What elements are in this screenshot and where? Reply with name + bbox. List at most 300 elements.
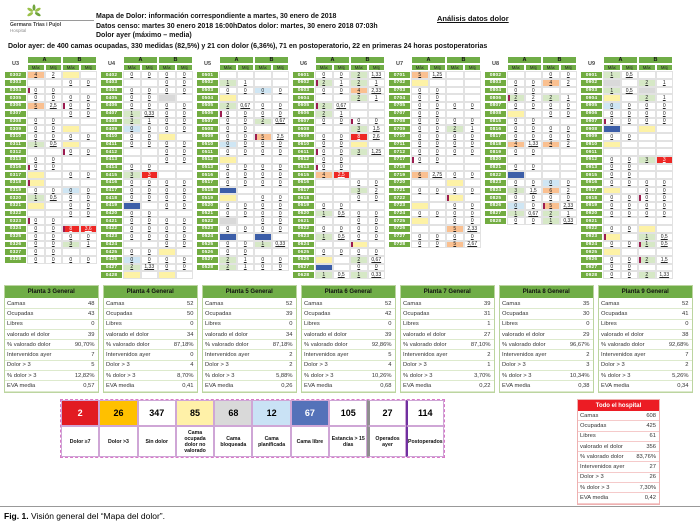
pain-value-cell[interactable] <box>603 156 621 164</box>
pain-value-cell[interactable] <box>62 210 80 218</box>
pain-value-cell[interactable] <box>254 225 272 233</box>
pain-value-cell[interactable] <box>45 141 63 149</box>
pain-value-cell[interactable] <box>429 156 447 164</box>
pain-value-cell[interactable] <box>350 225 368 233</box>
pain-value-cell[interactable] <box>237 102 255 110</box>
pain-value-cell[interactable] <box>272 194 290 202</box>
pain-value-cell[interactable] <box>27 87 45 95</box>
pain-value-cell[interactable] <box>237 133 255 141</box>
pain-value-cell[interactable] <box>350 210 368 218</box>
pain-value-cell[interactable] <box>638 202 656 210</box>
pain-value-cell[interactable] <box>45 156 63 164</box>
pain-value-cell[interactable] <box>219 202 237 210</box>
pain-value-cell[interactable] <box>560 194 578 202</box>
pain-value-cell[interactable] <box>272 118 290 126</box>
pain-value-cell[interactable] <box>219 102 237 110</box>
pain-value-cell[interactable] <box>638 241 656 249</box>
pain-value-cell[interactable] <box>603 118 621 126</box>
pain-value-cell[interactable] <box>62 171 80 179</box>
pain-value-cell[interactable] <box>237 141 255 149</box>
pain-value-cell[interactable] <box>123 110 141 118</box>
pain-value-cell[interactable] <box>656 102 674 110</box>
pain-value-cell[interactable] <box>525 194 543 202</box>
pain-value-cell[interactable] <box>542 110 560 118</box>
pain-value-cell[interactable] <box>254 241 272 249</box>
pain-value-cell[interactable] <box>603 71 621 79</box>
pain-value-cell[interactable] <box>560 133 578 141</box>
pain-value-cell[interactable] <box>368 79 386 87</box>
pain-value-cell[interactable] <box>507 102 525 110</box>
pain-value-cell[interactable] <box>333 202 351 210</box>
pain-value-cell[interactable] <box>237 148 255 156</box>
pain-value-cell[interactable] <box>158 125 176 133</box>
pain-value-cell[interactable] <box>350 118 368 126</box>
pain-value-cell[interactable] <box>219 241 237 249</box>
pain-value-cell[interactable] <box>62 241 80 249</box>
pain-value-cell[interactable] <box>176 179 194 187</box>
pain-value-cell[interactable] <box>272 179 290 187</box>
pain-value-cell[interactable] <box>560 179 578 187</box>
pain-value-cell[interactable] <box>507 194 525 202</box>
pain-value-cell[interactable] <box>176 194 194 202</box>
pain-value-cell[interactable] <box>525 118 543 126</box>
pain-value-cell[interactable] <box>603 102 621 110</box>
pain-value-cell[interactable] <box>219 148 237 156</box>
pain-value-cell[interactable] <box>27 164 45 172</box>
pain-value-cell[interactable] <box>542 217 560 225</box>
pain-value-cell[interactable] <box>123 256 141 264</box>
pain-value-cell[interactable] <box>237 264 255 272</box>
pain-value-cell[interactable] <box>621 179 639 187</box>
pain-value-cell[interactable] <box>80 171 98 179</box>
pain-value-cell[interactable] <box>27 133 45 141</box>
pain-value-cell[interactable] <box>507 217 525 225</box>
pain-value-cell[interactable] <box>80 225 98 233</box>
pain-value-cell[interactable] <box>123 194 141 202</box>
pain-value-cell[interactable] <box>272 110 290 118</box>
pain-value-cell[interactable] <box>141 71 159 79</box>
pain-value-cell[interactable] <box>525 217 543 225</box>
pain-value-cell[interactable] <box>333 248 351 256</box>
pain-value-cell[interactable] <box>638 194 656 202</box>
pain-value-cell[interactable] <box>350 233 368 241</box>
pain-value-cell[interactable] <box>123 179 141 187</box>
pain-value-cell[interactable] <box>621 271 639 279</box>
pain-value-cell[interactable] <box>158 87 176 95</box>
pain-value-cell[interactable] <box>525 202 543 210</box>
pain-value-cell[interactable] <box>219 110 237 118</box>
pain-value-cell[interactable] <box>80 202 98 210</box>
pain-value-cell[interactable] <box>27 141 45 149</box>
pain-value-cell[interactable] <box>80 110 98 118</box>
pain-value-cell[interactable] <box>123 210 141 218</box>
pain-value-cell[interactable] <box>123 141 141 149</box>
pain-value-cell[interactable] <box>254 141 272 149</box>
pain-value-cell[interactable] <box>621 110 639 118</box>
pain-value-cell[interactable] <box>542 179 560 187</box>
pain-value-cell[interactable] <box>80 133 98 141</box>
pain-value-cell[interactable] <box>368 225 386 233</box>
pain-value-cell[interactable] <box>638 187 656 195</box>
pain-value-cell[interactable] <box>429 118 447 126</box>
pain-value-cell[interactable] <box>621 118 639 126</box>
pain-value-cell[interactable] <box>603 171 621 179</box>
pain-value-cell[interactable] <box>45 241 63 249</box>
pain-value-cell[interactable] <box>333 233 351 241</box>
pain-value-cell[interactable] <box>603 271 621 279</box>
pain-value-cell[interactable] <box>176 110 194 118</box>
pain-value-cell[interactable] <box>638 210 656 218</box>
pain-value-cell[interactable] <box>621 256 639 264</box>
pain-value-cell[interactable] <box>272 225 290 233</box>
pain-value-cell[interactable] <box>45 94 63 102</box>
pain-value-cell[interactable] <box>411 156 429 164</box>
pain-value-cell[interactable] <box>158 264 176 272</box>
pain-value-cell[interactable] <box>272 241 290 249</box>
pain-value-cell[interactable] <box>141 264 159 272</box>
pain-value-cell[interactable] <box>176 256 194 264</box>
pain-value-cell[interactable] <box>525 94 543 102</box>
pain-value-cell[interactable] <box>350 264 368 272</box>
pain-value-cell[interactable] <box>656 156 674 164</box>
pain-value-cell[interactable] <box>603 241 621 249</box>
pain-value-cell[interactable] <box>446 233 464 241</box>
pain-value-cell[interactable] <box>141 194 159 202</box>
pain-value-cell[interactable] <box>350 148 368 156</box>
pain-value-cell[interactable] <box>411 94 429 102</box>
pain-value-cell[interactable] <box>27 217 45 225</box>
pain-value-cell[interactable] <box>638 179 656 187</box>
pain-value-cell[interactable] <box>80 241 98 249</box>
pain-value-cell[interactable] <box>350 187 368 195</box>
pain-value-cell[interactable] <box>411 125 429 133</box>
pain-value-cell[interactable] <box>80 256 98 264</box>
pain-value-cell[interactable] <box>350 179 368 187</box>
pain-value-cell[interactable] <box>446 133 464 141</box>
pain-value-cell[interactable] <box>158 241 176 249</box>
pain-value-cell[interactable] <box>27 233 45 241</box>
pain-value-cell[interactable] <box>429 187 447 195</box>
pain-value-cell[interactable] <box>429 87 447 95</box>
pain-value-cell[interactable] <box>446 225 464 233</box>
pain-value-cell[interactable] <box>429 171 447 179</box>
pain-value-cell[interactable] <box>411 187 429 195</box>
pain-value-cell[interactable] <box>429 241 447 249</box>
pain-value-cell[interactable] <box>158 179 176 187</box>
pain-value-cell[interactable] <box>315 118 333 126</box>
pain-value-cell[interactable] <box>560 125 578 133</box>
pain-value-cell[interactable] <box>158 102 176 110</box>
pain-value-cell[interactable] <box>176 156 194 164</box>
pain-value-cell[interactable] <box>542 187 560 195</box>
pain-value-cell[interactable] <box>254 118 272 126</box>
pain-value-cell[interactable] <box>446 202 464 210</box>
pain-value-cell[interactable] <box>141 171 159 179</box>
pain-value-cell[interactable] <box>272 217 290 225</box>
pain-value-cell[interactable] <box>45 217 63 225</box>
pain-value-cell[interactable] <box>27 241 45 249</box>
pain-value-cell[interactable] <box>219 87 237 95</box>
pain-value-cell[interactable] <box>603 202 621 210</box>
pain-value-cell[interactable] <box>525 87 543 95</box>
pain-value-cell[interactable] <box>176 87 194 95</box>
pain-value-cell[interactable] <box>45 256 63 264</box>
pain-value-cell[interactable] <box>621 225 639 233</box>
pain-value-cell[interactable] <box>542 94 560 102</box>
pain-value-cell[interactable] <box>272 171 290 179</box>
pain-value-cell[interactable] <box>368 187 386 195</box>
pain-value-cell[interactable] <box>350 248 368 256</box>
pain-value-cell[interactable] <box>333 156 351 164</box>
pain-value-cell[interactable] <box>603 225 621 233</box>
pain-value-cell[interactable] <box>507 148 525 156</box>
pain-value-cell[interactable] <box>368 217 386 225</box>
pain-value-cell[interactable] <box>123 71 141 79</box>
pain-value-cell[interactable] <box>80 79 98 87</box>
pain-value-cell[interactable] <box>603 264 621 272</box>
pain-value-cell[interactable] <box>176 141 194 149</box>
pain-value-cell[interactable] <box>237 248 255 256</box>
pain-value-cell[interactable] <box>621 102 639 110</box>
pain-value-cell[interactable] <box>123 118 141 126</box>
pain-value-cell[interactable] <box>411 133 429 141</box>
pain-value-cell[interactable] <box>141 217 159 225</box>
pain-value-cell[interactable] <box>141 233 159 241</box>
pain-value-cell[interactable] <box>315 102 333 110</box>
pain-value-cell[interactable] <box>464 210 482 218</box>
pain-value-cell[interactable] <box>62 94 80 102</box>
pain-value-cell[interactable] <box>141 225 159 233</box>
pain-value-cell[interactable] <box>123 264 141 272</box>
pain-value-cell[interactable] <box>315 133 333 141</box>
pain-value-cell[interactable] <box>141 102 159 110</box>
pain-value-cell[interactable] <box>333 210 351 218</box>
pain-value-cell[interactable] <box>80 148 98 156</box>
pain-value-cell[interactable] <box>525 210 543 218</box>
pain-value-cell[interactable] <box>237 210 255 218</box>
pain-value-cell[interactable] <box>219 118 237 126</box>
pain-value-cell[interactable] <box>123 133 141 141</box>
pain-value-cell[interactable] <box>141 118 159 126</box>
pain-value-cell[interactable] <box>62 79 80 87</box>
pain-value-cell[interactable] <box>350 71 368 79</box>
pain-value-cell[interactable] <box>176 148 194 156</box>
pain-value-cell[interactable] <box>560 71 578 79</box>
pain-value-cell[interactable] <box>27 71 45 79</box>
pain-value-cell[interactable] <box>507 202 525 210</box>
pain-value-cell[interactable] <box>368 233 386 241</box>
pain-value-cell[interactable] <box>350 79 368 87</box>
pain-value-cell[interactable] <box>141 94 159 102</box>
pain-value-cell[interactable] <box>507 125 525 133</box>
pain-value-cell[interactable] <box>542 79 560 87</box>
pain-value-cell[interactable] <box>219 79 237 87</box>
pain-value-cell[interactable] <box>446 125 464 133</box>
pain-value-cell[interactable] <box>525 187 543 195</box>
pain-value-cell[interactable] <box>333 141 351 149</box>
pain-value-cell[interactable] <box>350 133 368 141</box>
pain-value-cell[interactable] <box>27 94 45 102</box>
pain-value-cell[interactable] <box>254 148 272 156</box>
pain-value-cell[interactable] <box>141 133 159 141</box>
pain-value-cell[interactable] <box>315 202 333 210</box>
pain-value-cell[interactable] <box>464 202 482 210</box>
pain-value-cell[interactable] <box>560 217 578 225</box>
pain-value-cell[interactable] <box>638 94 656 102</box>
pain-value-cell[interactable] <box>80 187 98 195</box>
pain-value-cell[interactable] <box>525 164 543 172</box>
pain-value-cell[interactable] <box>237 256 255 264</box>
pain-value-cell[interactable] <box>123 94 141 102</box>
pain-value-cell[interactable] <box>45 133 63 141</box>
pain-value-cell[interactable] <box>141 110 159 118</box>
pain-value-cell[interactable] <box>158 233 176 241</box>
pain-value-cell[interactable] <box>368 264 386 272</box>
pain-value-cell[interactable] <box>27 194 45 202</box>
pain-value-cell[interactable] <box>411 87 429 95</box>
pain-value-cell[interactable] <box>464 125 482 133</box>
pain-value-cell[interactable] <box>464 241 482 249</box>
pain-value-cell[interactable] <box>45 125 63 133</box>
pain-value-cell[interactable] <box>656 233 674 241</box>
pain-value-cell[interactable] <box>123 171 141 179</box>
pain-value-cell[interactable] <box>464 118 482 126</box>
pain-value-cell[interactable] <box>507 141 525 149</box>
pain-value-cell[interactable] <box>333 118 351 126</box>
pain-value-cell[interactable] <box>507 187 525 195</box>
pain-value-cell[interactable] <box>621 210 639 218</box>
pain-value-cell[interactable] <box>333 110 351 118</box>
pain-value-cell[interactable] <box>411 171 429 179</box>
pain-value-cell[interactable] <box>368 256 386 264</box>
pain-value-cell[interactable] <box>411 71 429 79</box>
pain-value-cell[interactable] <box>80 94 98 102</box>
pain-value-cell[interactable] <box>272 87 290 95</box>
pain-value-cell[interactable] <box>638 256 656 264</box>
pain-value-cell[interactable] <box>350 94 368 102</box>
pain-value-cell[interactable] <box>350 256 368 264</box>
pain-value-cell[interactable] <box>237 87 255 95</box>
pain-value-cell[interactable] <box>254 102 272 110</box>
pain-value-cell[interactable] <box>333 148 351 156</box>
pain-value-cell[interactable] <box>45 71 63 79</box>
pain-value-cell[interactable] <box>158 217 176 225</box>
pain-value-cell[interactable] <box>560 102 578 110</box>
pain-value-cell[interactable] <box>27 102 45 110</box>
pain-value-cell[interactable] <box>429 94 447 102</box>
pain-value-cell[interactable] <box>446 210 464 218</box>
pain-value-cell[interactable] <box>219 256 237 264</box>
pain-value-cell[interactable] <box>176 125 194 133</box>
pain-value-cell[interactable] <box>638 156 656 164</box>
pain-value-cell[interactable] <box>542 210 560 218</box>
pain-value-cell[interactable] <box>368 94 386 102</box>
pain-value-cell[interactable] <box>141 210 159 218</box>
pain-value-cell[interactable] <box>656 241 674 249</box>
pain-value-cell[interactable] <box>429 141 447 149</box>
pain-value-cell[interactable] <box>446 187 464 195</box>
pain-value-cell[interactable] <box>656 256 674 264</box>
pain-value-cell[interactable] <box>350 87 368 95</box>
pain-value-cell[interactable] <box>45 248 63 256</box>
pain-value-cell[interactable] <box>315 210 333 218</box>
pain-value-cell[interactable] <box>141 248 159 256</box>
pain-value-cell[interactable] <box>176 233 194 241</box>
pain-value-cell[interactable] <box>638 102 656 110</box>
pain-value-cell[interactable] <box>333 102 351 110</box>
pain-value-cell[interactable] <box>158 202 176 210</box>
pain-value-cell[interactable] <box>525 148 543 156</box>
pain-value-cell[interactable] <box>141 87 159 95</box>
pain-value-cell[interactable] <box>411 141 429 149</box>
pain-value-cell[interactable] <box>315 141 333 149</box>
pain-value-cell[interactable] <box>123 217 141 225</box>
pain-value-cell[interactable] <box>80 233 98 241</box>
pain-value-cell[interactable] <box>62 256 80 264</box>
pain-value-cell[interactable] <box>429 133 447 141</box>
pain-value-cell[interactable] <box>411 210 429 218</box>
pain-value-cell[interactable] <box>507 87 525 95</box>
pain-value-cell[interactable] <box>446 118 464 126</box>
pain-value-cell[interactable] <box>315 156 333 164</box>
pain-value-cell[interactable] <box>219 141 237 149</box>
pain-value-cell[interactable] <box>141 187 159 195</box>
pain-value-cell[interactable] <box>350 125 368 133</box>
pain-value-cell[interactable] <box>429 148 447 156</box>
pain-value-cell[interactable] <box>123 233 141 241</box>
pain-value-cell[interactable] <box>176 264 194 272</box>
pain-value-cell[interactable] <box>158 256 176 264</box>
pain-value-cell[interactable] <box>525 102 543 110</box>
pain-value-cell[interactable] <box>656 179 674 187</box>
pain-value-cell[interactable] <box>315 171 333 179</box>
pain-value-cell[interactable] <box>621 156 639 164</box>
pain-value-cell[interactable] <box>27 256 45 264</box>
pain-value-cell[interactable] <box>560 79 578 87</box>
pain-value-cell[interactable] <box>446 217 464 225</box>
pain-value-cell[interactable] <box>638 110 656 118</box>
pain-value-cell[interactable] <box>27 225 45 233</box>
pain-value-cell[interactable] <box>542 194 560 202</box>
pain-value-cell[interactable] <box>446 102 464 110</box>
pain-value-cell[interactable] <box>656 94 674 102</box>
pain-value-cell[interactable] <box>158 148 176 156</box>
pain-value-cell[interactable] <box>429 233 447 241</box>
pain-value-cell[interactable] <box>254 171 272 179</box>
pain-value-cell[interactable] <box>27 187 45 195</box>
pain-value-cell[interactable] <box>80 210 98 218</box>
pain-value-cell[interactable] <box>411 118 429 126</box>
pain-value-cell[interactable] <box>446 171 464 179</box>
pain-value-cell[interactable] <box>560 110 578 118</box>
pain-value-cell[interactable] <box>254 179 272 187</box>
pain-value-cell[interactable] <box>45 225 63 233</box>
pain-value-cell[interactable] <box>219 248 237 256</box>
pain-value-cell[interactable] <box>507 179 525 187</box>
pain-value-cell[interactable] <box>237 179 255 187</box>
pain-value-cell[interactable] <box>176 118 194 126</box>
pain-value-cell[interactable] <box>158 194 176 202</box>
pain-value-cell[interactable] <box>464 133 482 141</box>
pain-value-cell[interactable] <box>123 187 141 195</box>
pain-value-cell[interactable] <box>656 187 674 195</box>
pain-value-cell[interactable] <box>507 118 525 126</box>
pain-value-cell[interactable] <box>603 164 621 172</box>
pain-value-cell[interactable] <box>368 210 386 218</box>
pain-value-cell[interactable] <box>272 164 290 172</box>
pain-value-cell[interactable] <box>254 202 272 210</box>
pain-value-cell[interactable] <box>429 71 447 79</box>
